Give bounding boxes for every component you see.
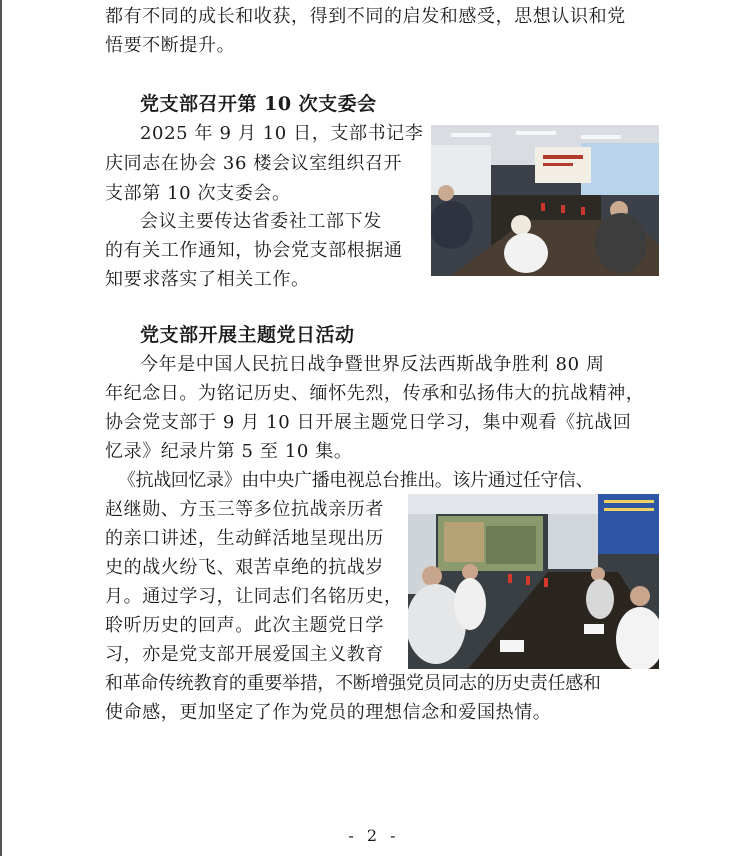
paragraph-line: 《抗战回忆录》由中央广播电视总台推出。该片通过任守信、 xyxy=(118,470,594,491)
paragraph-line: 月。通过学习，让同志们名铭历史， xyxy=(105,586,403,607)
paragraph-line: 使命感，更加坚定了作为党员的理想信念和爱国热情。 xyxy=(105,702,552,723)
paragraph-line: 支部第 10 次支委会。 xyxy=(105,183,291,204)
paragraph-line: 今年是中国人民抗日战争暨世界反法西斯战争胜利 80 周 xyxy=(140,354,605,375)
paragraph-line: 知要求落实了相关工作。 xyxy=(105,269,310,290)
paragraph-line: 的亲口讲述，生动鲜活地呈现出历 xyxy=(105,528,384,549)
intro-line: 悟要不断提升。 xyxy=(105,35,236,56)
paragraph-line: 协会党支部于 9 月 10 日开展主题党日学习，集中观看《抗战回 xyxy=(105,412,632,433)
paragraph-line: 史的战火纷飞、艰苦卓绝的抗战岁 xyxy=(105,557,384,578)
committee-meeting-photo xyxy=(431,125,659,276)
section-heading-party-day-activity: 党支部开展主题党日活动 xyxy=(140,324,355,346)
paragraph-line: 和革命传统教育的重要举措，不断增强党员同志的历史责任感和 xyxy=(105,673,601,694)
paragraph-line: 聆听历史的回声。此次主题党日学 xyxy=(105,615,384,636)
paragraph-line: 赵继勋、方玉三等多位抗战亲历者 xyxy=(105,499,384,520)
intro-line: 都有不同的成长和收获，得到不同的启发和感受，思想认识和党 xyxy=(105,6,626,27)
paragraph-line: 庆同志在协会 36 楼会议室组织召开 xyxy=(105,153,403,174)
documentary-viewing-photo xyxy=(408,494,659,669)
paragraph-line: 年纪念日。为铭记历史、缅怀先烈，传承和弘扬伟大的抗战精神， xyxy=(105,383,645,404)
paragraph-line: 忆录》纪录片第 5 至 10 集。 xyxy=(105,441,353,462)
page-left-border xyxy=(0,0,2,856)
section-heading-committee-meeting: 党支部召开第 10 次支委会 xyxy=(140,93,377,115)
paragraph-line: 会议主要传达省委社工部下发 xyxy=(140,211,382,232)
paragraph-line: 2025 年 9 月 10 日，支部书记李 xyxy=(140,123,424,144)
paragraph-line: 的有关工作通知，协会党支部根据通 xyxy=(105,240,403,261)
page-number: - 2 - xyxy=(348,826,400,845)
paragraph-line: 习，亦是党支部开展爱国主义教育 xyxy=(105,644,384,665)
